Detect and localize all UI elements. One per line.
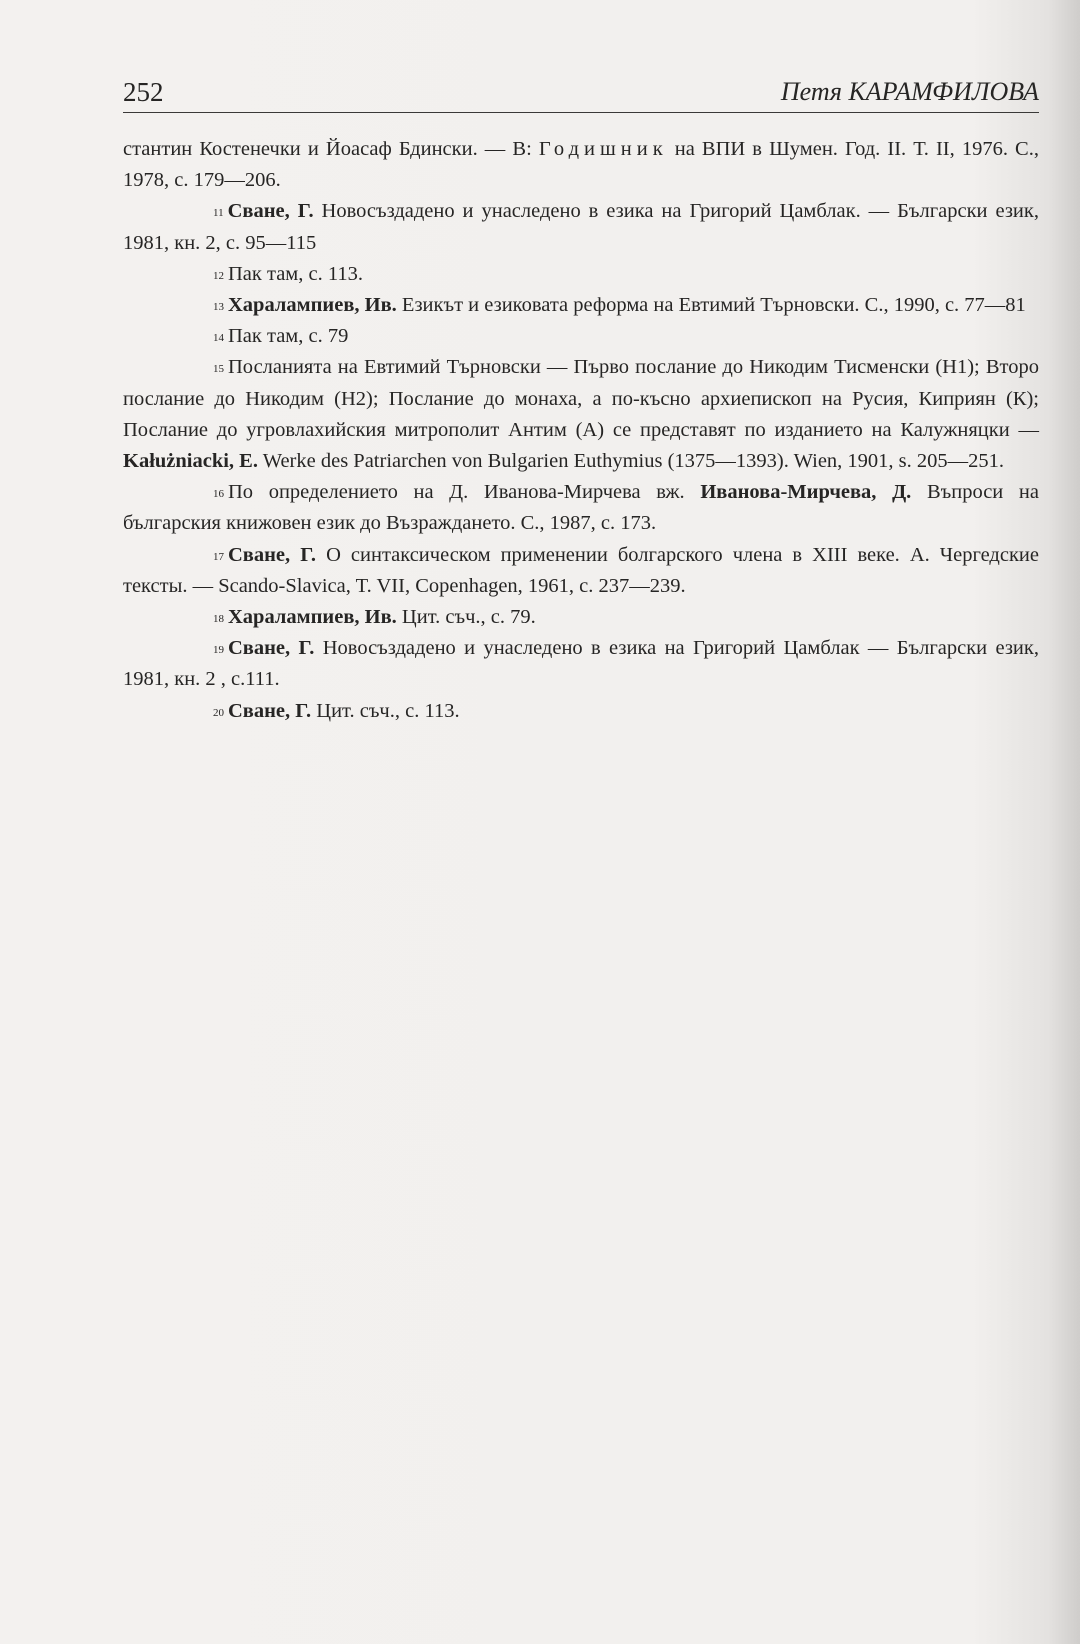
footnote-number: 15 [213, 363, 224, 376]
footnote-text: По определението на Д. Иванова-Мирчева вж. [228, 481, 701, 504]
footnote-13 [123, 290, 1039, 321]
footnote-number: 19 [213, 644, 224, 657]
footnote-text: Цит. съч., с. 79. [396, 606, 536, 629]
footnote-number: 20 [213, 706, 224, 719]
footnote-number: 14 [213, 332, 224, 345]
footnote-text: О синтаксическом применении болгарского члена в XIII веке. А. Чергедские тексты. — Scando-Slavica, T. VII, Copenhagen, 1961, с. 237—239. [123, 543, 1039, 597]
footnote-author: Сване, Г. [228, 543, 317, 566]
footnote-number: 11 [213, 207, 224, 220]
footnote-text: Посланията на Евтимий Търновски — Първо послание до Никодим Тисменски (Н1); Второ послание до Никодим (Н2); Послание до монаха, а по-късно архиепископ на Русия, Киприян (К); Послание до угровлахийския митрополит Антим (А) се представят по изданието на Калужняцки — [123, 356, 1039, 441]
footnote-20 [123, 696, 1039, 727]
footnote-19 [123, 633, 1039, 695]
footnote-16 [123, 477, 1039, 539]
footnote-author: Kałużniacki, E. [123, 450, 258, 473]
footnote-text: Werke des Patriarchen von Bulgarien Euthymius (1375—1393). Wien, 1901, s. 205—251. [257, 450, 1005, 473]
footnote-number: 18 [213, 613, 224, 626]
footnote-18 [123, 602, 1039, 633]
footnote-number: 17 [213, 550, 224, 563]
footnote-continuation: стантин Костенечки и Йоасаф Бдински. — В: Годишник на ВПИ в Шумен. Год. II. Т. II, 1976. С., 1978, с. 179—206. [123, 138, 1039, 192]
footnote-text: Пак там, с. 113. [228, 262, 363, 285]
footnote-text: Цит. съч., с. 113. [311, 699, 460, 722]
footnote-author: Харалампиев, Ив. [228, 294, 397, 317]
footnote-author: Сване, Г. [228, 637, 315, 660]
footnote-author: Сване, Г. [228, 699, 312, 722]
footnote-14 [123, 321, 1039, 352]
page-number: 252 [123, 77, 164, 107]
footnote-text: Новосъздадено и унаследено в езика на Григорий Цамблак. — Български език, 1981, кн. 2, с. 95—115 [123, 200, 1039, 254]
footnotes [123, 134, 1039, 727]
footnote-15 [123, 352, 1039, 477]
footnote-12 [123, 259, 1039, 290]
footnote-text: Въпроси на българския книжовен език до Възраждането. С., 1987, с. 173. [123, 481, 1039, 535]
footnote-number: 12 [213, 269, 224, 282]
footnote-author: Харалампиев, Ив. [228, 606, 397, 629]
page-header [123, 76, 1039, 113]
running-head: Петя КАРАМФИЛОВА [780, 77, 1039, 106]
footnote-number: 13 [213, 301, 224, 314]
footnote-text: Новосъздадено и унаследено в езика на Григорий Цамблак — Български език, 1981, кн. 2 , с.111. [123, 637, 1039, 691]
footnote-number: 16 [213, 488, 224, 501]
footnote-text: Езикът и езиковата реформа на Евтимий Търновски. С., 1990, с. 77—81 [396, 294, 1026, 317]
footnote-17 [123, 540, 1039, 602]
footnote-11 [123, 196, 1039, 258]
footnote-author: Иванова-Мирчева, Д. [700, 481, 912, 504]
footnote-text: Пак там, с. 79 [228, 325, 349, 348]
footnote-author: Сване, Г. [227, 200, 314, 223]
